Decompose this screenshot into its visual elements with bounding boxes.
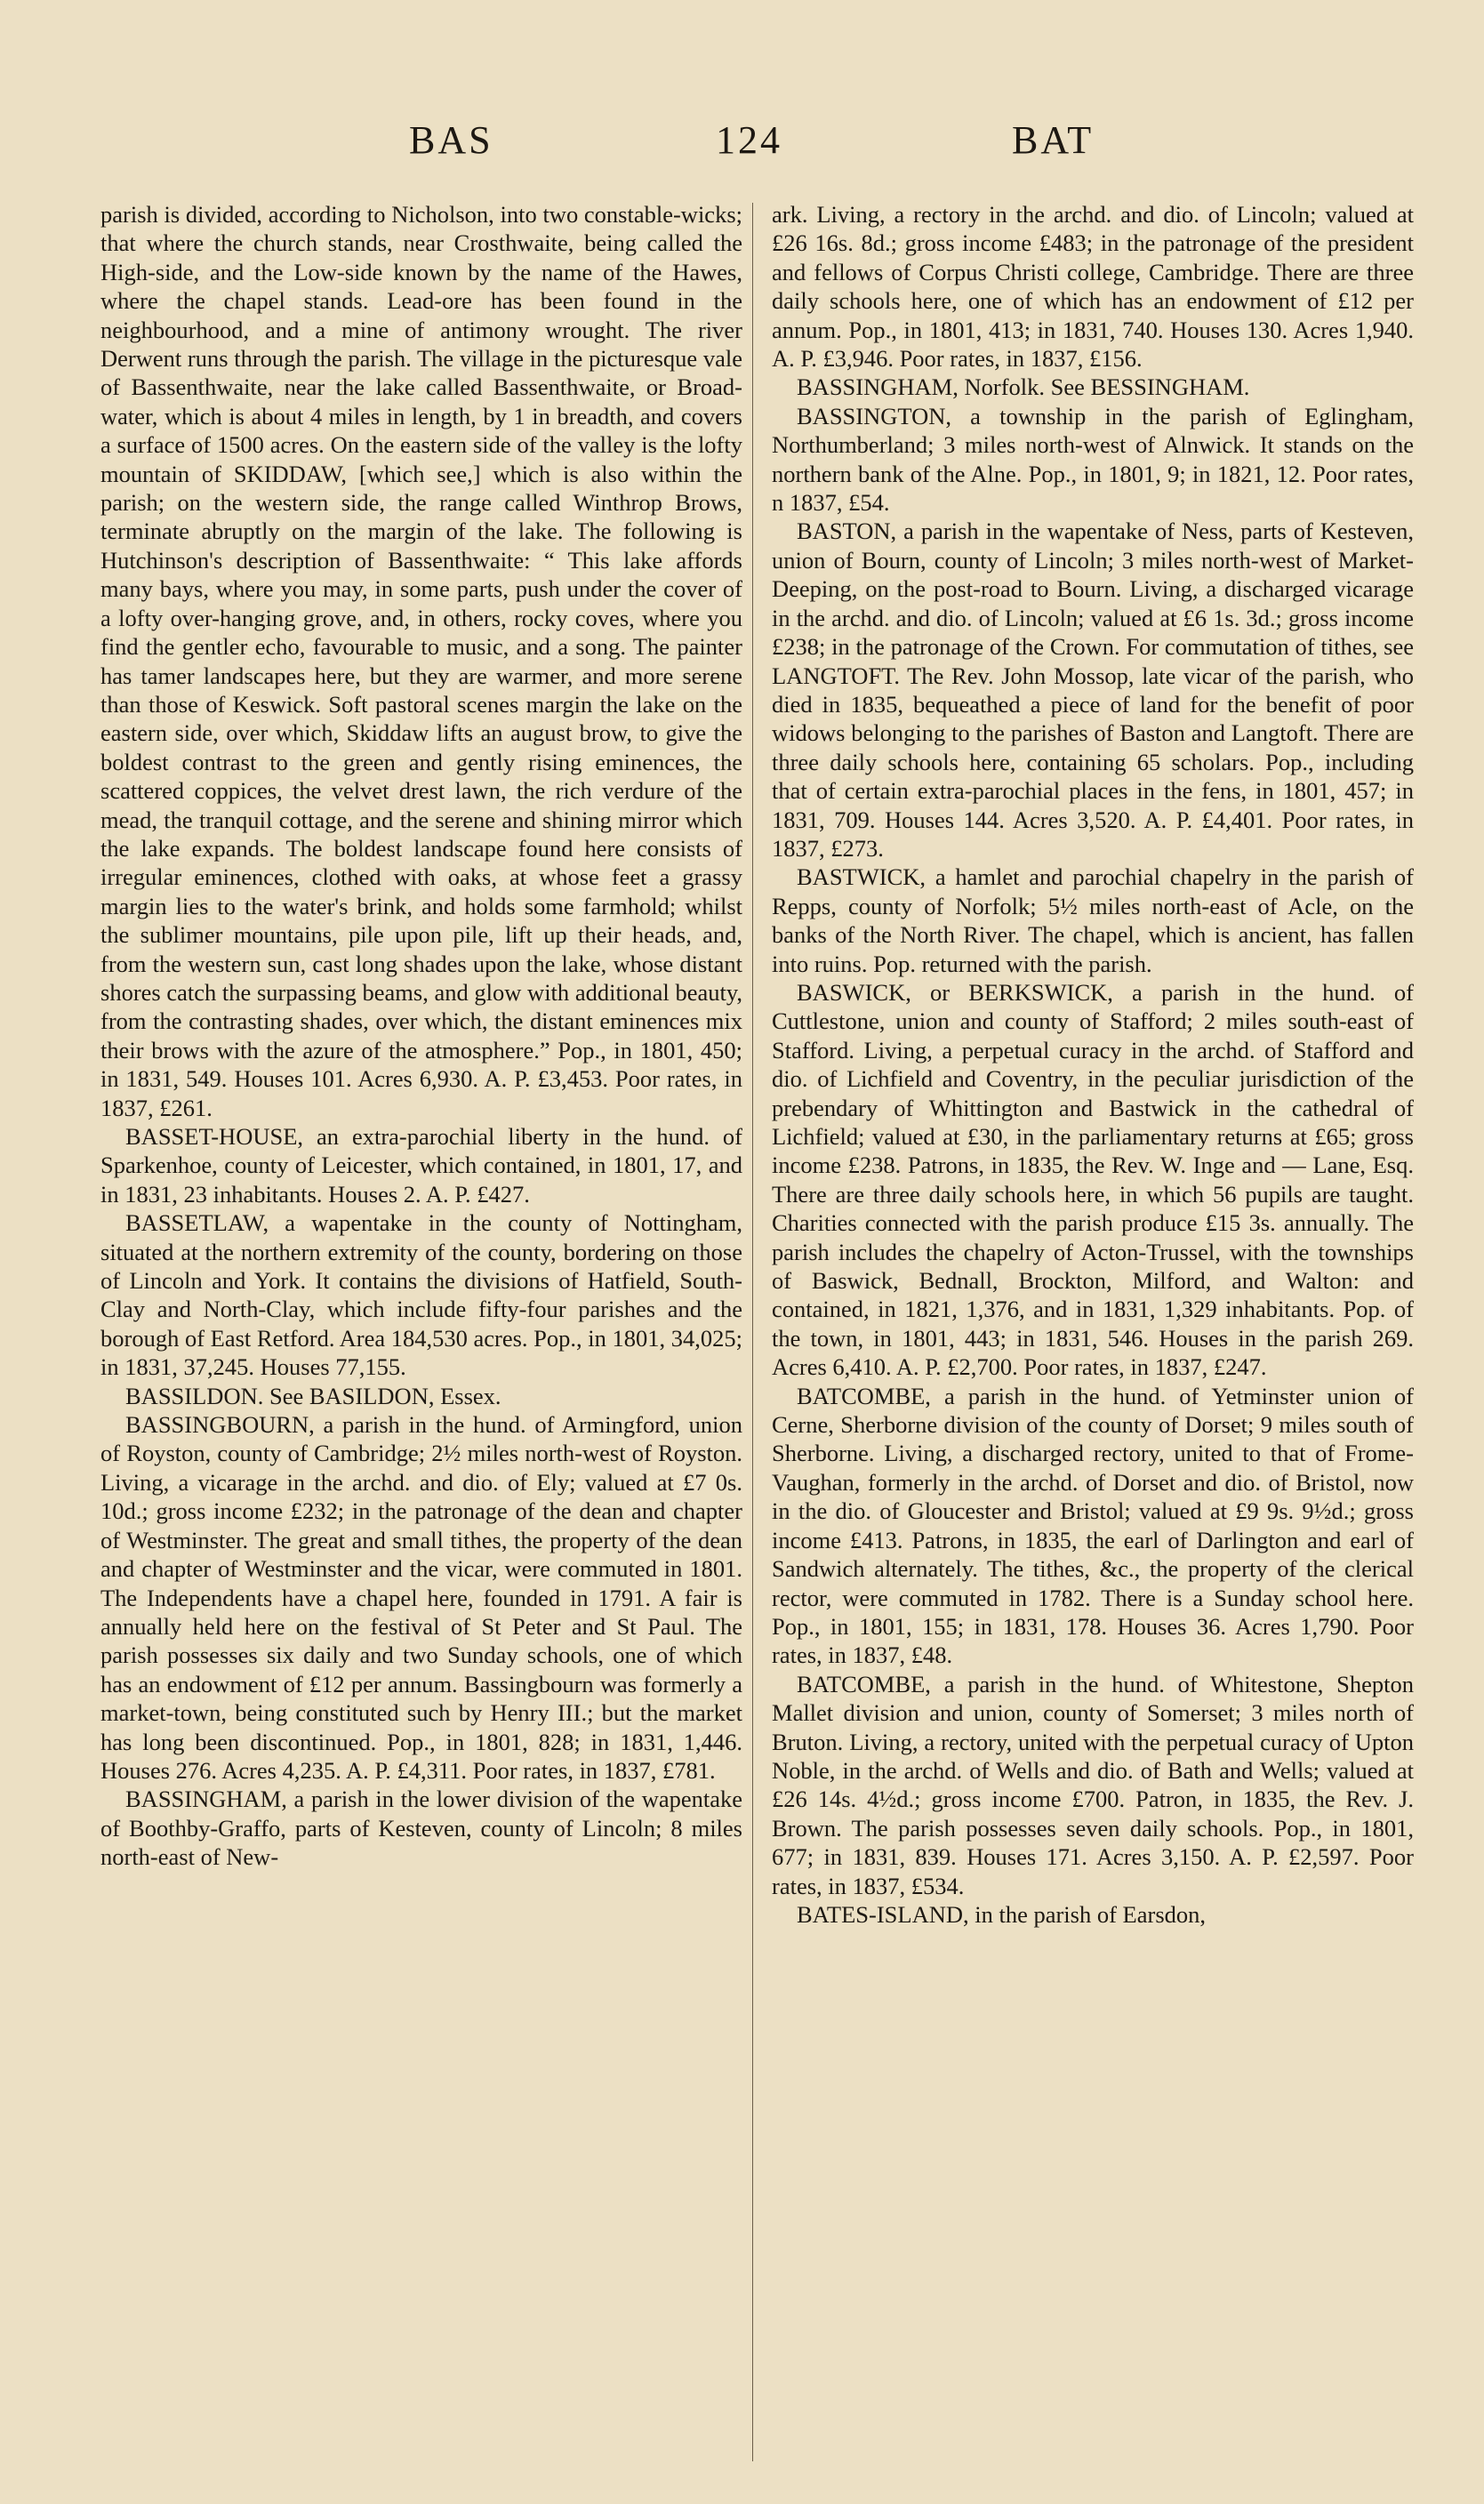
entry-continuation: parish is divided, according to Nicholson, into two constable-wicks; that where the church stands, near Crosthwaite, being called the High-side, and the Low-side known by the name of the Hawes, where the chapel stands. Lead-ore has been found in the neighbourhood, and a mine of antimony wrought. The river Derwent runs through the parish. The village in the picturesque vale of Bassenthwaite, near the lake called Bassenthwaite, or Broad-water, which is about 4 miles in length, by 1 in breadth, and covers a surface of 1500 acres. On the eastern side of the valley is the lofty mountain of SKIDDAW, [which see,] which is also within the parish; on the western side, the range called Winthrop Brows, terminate abruptly on the margin of the lake. The following is Hutchinson's description of Bassenthwaite: “ This lake affords many bays, where you may, in some parts, push under the cover of a lofty over-hanging grove, and, in others, rocky coves, where you find the gentler echo, favourable to music, and a song. The painter has tamer landscapes here, but they are warmer, and more serene than those of Keswick. Soft pastoral scenes margin the lake on the eastern side, over which, Skiddaw lifts an august brow, to give the boldest contrast to the green and gently rising eminences, the scattered coppices, the velvet drest lawn, the rich verdure of the mead, the tranquil cottage, and the serene and shining mirror which the lake expands. The boldest landscape found here consists of irregular eminences, clothed with oaks, at whose feet a grassy margin lies to the water's brink, and holds some farmhold; whilst the sublimer mountains, pile upon pile, lift up their heads, and, from the western sun, cast long shades upon the lake, whose distant shores catch the surpassing beams, and glow with additional beauty, from the contrasting shades, over which, the distant eminences mix their brows with the azure of the atmosphere.” Pop., in 1801, 450; in 1831, 549. Houses 101. Acres 6,930. A. P. £3,453. Poor rates, in 1837, £261. [100, 201, 742, 1121]
right-headword: BAT [1012, 118, 1095, 162]
entry-batcombe-dorset: BATCOMBE, a parish in the hund. of Yetminster union of Cerne, Sherborne division of the county of Dorset; 9 miles south of Sherborne. Living, a discharged rectory, united to that of Frome-Vaughan, formerly in the archd. of Dorset and dio. of Bristol, now in the dio. of Gloucester and Bristol; valued at £9 9s. 9½d.; gross income £413. Patrons, in 1835, the earl of Darlington and earl of Sandwich alternately. The tithes, &c., the property of the clerical rector, were commuted in 1782. There is a Sunday school here. Pop., in 1801, 155; in 1831, 178. Houses 36. Acres 1,790. Poor rates, in 1837, £48. [772, 1382, 1414, 1669]
right-column [772, 200, 1414, 1929]
entry-bassingham: BASSINGHAM, a parish in the lower division of the wapentake of Boothby-Graffo, parts of Kesteven, county of Lincoln; 8 miles north-east of New- [100, 1786, 742, 1871]
entry-batcombe-somerset: BATCOMBE, a parish in the hund. of Whitestone, Shepton Mallet division and union, county of Somerset; 3 miles north of Bruton. Living, a rectory, united with the perpetual curacy of Upton Noble, in the archd. of Wells and dio. of Bath and Wells; valued at £26 14s. 4½d.; gross income £700. Patron, in 1835, the Rev. J. Brown. The parish possesses seven daily schools. Pop., in 1801, 677; in 1831, 839. Houses 171. Acres 3,150. A. P. £2,597. Poor rates, in 1837, £534. [772, 1670, 1414, 1899]
entry-bates-island: BATES-ISLAND, in the parish of Earsdon, [797, 1900, 1207, 1928]
entry-bassington: BASSINGTON, a township in the parish of Eglingham, Northumberland; 3 miles north-west of Alnwick. It stands on the northern bank of the Alne. Pop., in 1801, 9; in 1821, 12. Poor rates, n 1837, £54. [772, 402, 1414, 517]
left-column [100, 200, 742, 1872]
entry-baswick: BASWICK, or BERKSWICK, a parish in the hund. of Cuttlestone, union and county of Stafford; 2 miles south-east of Stafford. Living, a perpetual curacy in the archd. of Stafford and dio. of Lichfield and Coventry, in the peculiar jurisdiction of the prebendary of Whittington and Bastwick in the cathedral of Lichfield; valued at £30, in the parliamentary returns at £65; gross income £238. Patrons, in 1835, the Rev. W. Inge and — Lane, Esq. There are three daily schools here, in which 56 pupils are taught. Charities connected with the parish produce £15 3s. annually. The parish includes the chapelry of Acton-Trussel, with the townships of Baswick, Bednall, Brockton, Milford, and Walton: and contained, in 1821, 1,376, and in 1831, 1,329 inhabitants. Pop. of the town, in 1801, 443; in 1831, 546. Houses in the parish 269. Acres 6,410. A. P. £2,700. Poor rates, in 1837, £247. [772, 978, 1414, 1381]
entry-bassingbourn: BASSINGBOURN, a parish in the hund. of Armingford, union of Royston, county of Cambridge; 2½ miles north-west of Royston. Living, a vicarage in the archd. and dio. of Ely; valued at £7 0s. 10d.; gross income £232; in the patronage of the dean and chapter of Westminster. The great and small tithes, the property of the dean and chapter of Westminster and the vicar, were commuted in 1801. The Independents have a chapel here, founded in 1791. A fair is annually held here on the festival of St Peter and St Paul. The parish possesses six daily and two Sunday schools, one of which has an endowment of £12 per annum. Bassingbourn was formerly a market-town, being constituted such by Henry III.; but the market has long been discontinued. Pop., in 1801, 828; in 1831, 1,446. Houses 276. Acres 4,235. A. P. £4,311. Poor rates, in 1837, £781. [100, 1411, 742, 1784]
entry-baston: BASTON, a parish in the wapentake of Ness, parts of Kesteven, union of Bourn, county of Lincoln; 3 miles north-west of Market-Deeping, on the post-road to Bourn. Living, a discharged vicarage in the archd. and dio. of Lincoln; valued at £6 1s. 3d.; gross income £238; in the patronage of the Crown. For commutation of tithes, see LANGTOFT. The Rev. John Mossop, late vicar of the parish, who died in 1835, bequeathed a piece of land for the benefit of poor widows belonging to the parishes of Baston and Langtoft. There are three daily schools here, containing 65 scholars. Pop., including that of certain extra-parochial places in the fens, in 1801, 457; in 1831, 709. Houses 144. Acres 3,520. A. P. £4,401. Poor rates, in 1837, £273. [772, 518, 1414, 862]
entry-bassetlaw: BASSETLAW, a wapentake in the county of Nottingham, situated at the northern extremity of the county, bordering on those of Lincoln and York. It contains the divisions of Hatfield, South-Clay and North-Clay, which include fifty-four parishes and the borough of East Retford. Area 184,530 acres. Pop., in 1801, 34,025; in 1831, 37,245. Houses 77,155. [100, 1209, 743, 1381]
entry-bassildon: BASSILDON. See BASILDON, Essex. [125, 1382, 501, 1409]
left-headword: BAS [409, 118, 493, 162]
entry-bassingham-norfolk: BASSINGHAM, Norfolk. See BESSINGHAM. [797, 373, 1250, 401]
entry-basset-house: BASSET-HOUSE, an extra-parochial liberty in the hund. of Sparkenhoe, county of Leicester, which contained, in 1801, 17, and in 1831, 23 inhabitants. Houses 2. A. P. £427. [100, 1123, 742, 1208]
entry-bastwick: BASTWICK, a hamlet and parochial chapelry in the parish of Repps, county of Norfolk; 5½ miles north-east of Acle, on the banks of the North River. The chapel, which is ancient, has fallen into ruins. Pop. returned with the parish. [772, 863, 1414, 977]
page-number: 124 [716, 118, 782, 162]
column-divider [752, 203, 753, 2461]
entry-continuation: ark. Living, a rectory in the archd. and dio. of Lincoln; valued at £26 16s. 8d.; gross income £483; in the patronage of the president and fellows of Corpus Christi college, Cambridge. There are three daily schools here, one of which has an endowment of £12 per annum. Pop., in 1801, 413; in 1831, 740. Houses 130. Acres 1,940. A. P. £3,946. Poor rates, in 1837, £156. [772, 201, 1414, 373]
